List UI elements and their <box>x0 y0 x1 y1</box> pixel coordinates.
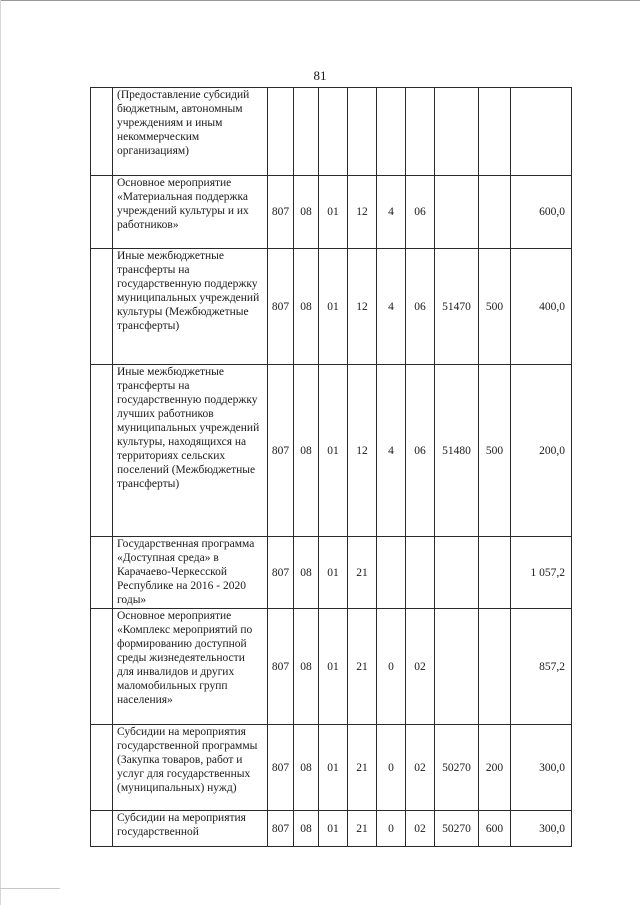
direction-code: 50270 <box>435 811 479 847</box>
activity-code: 06 <box>406 176 435 249</box>
item-name: Государственная программа «Доступная среда» в Карачаево-Черкесской Республике на 2016 - 2020 годы» <box>113 537 268 609</box>
table-row <box>91 725 572 811</box>
direction-code: 51470 <box>435 249 479 365</box>
program-code: 21 <box>348 537 377 609</box>
subsection-code: 01 <box>319 365 348 537</box>
table-row <box>91 365 572 537</box>
item-name: Субсидии на мероприятия государственной <box>113 811 268 847</box>
expense-type-code <box>479 609 511 725</box>
program-code: 21 <box>348 609 377 725</box>
program-code: 21 <box>348 725 377 811</box>
section-code: 08 <box>294 609 319 725</box>
row-marker-cell <box>91 88 113 176</box>
section-code: 08 <box>294 249 319 365</box>
expense-type-code: 500 <box>479 249 511 365</box>
table-row <box>91 537 572 609</box>
table-row <box>91 811 572 847</box>
item-name: Иные межбюджетные трансферты на государственную поддержку лучших работников муниципальных учреждений культуры, находящихся на территориях сельских поселений (Межбюджетные трансферты) <box>113 365 268 537</box>
expense-type-code <box>479 88 511 176</box>
row-marker-cell <box>91 176 113 249</box>
page-number: 81 <box>313 68 327 83</box>
expense-type-code <box>479 176 511 249</box>
program-code: 12 <box>348 365 377 537</box>
program-code: 12 <box>348 249 377 365</box>
amount: 1 057,2 <box>511 537 572 609</box>
subsection-code: 01 <box>319 249 348 365</box>
direction-code <box>435 88 479 176</box>
ministry-code: 807 <box>268 249 294 365</box>
amount: 300,0 <box>511 811 572 847</box>
section-code <box>294 88 319 176</box>
ministry-code: 807 <box>268 537 294 609</box>
row-marker-cell <box>91 365 113 537</box>
table-row <box>91 609 572 725</box>
activity-code: 02 <box>406 725 435 811</box>
subsection-code: 01 <box>319 725 348 811</box>
subsection-code: 01 <box>319 811 348 847</box>
scan-bottom-mark <box>0 888 60 889</box>
expense-type-code <box>479 537 511 609</box>
direction-code <box>435 537 479 609</box>
ministry-code <box>268 88 294 176</box>
subprogram-code: 0 <box>377 725 406 811</box>
table-row <box>91 249 572 365</box>
activity-code: 06 <box>406 249 435 365</box>
subprogram-code: 4 <box>377 249 406 365</box>
expense-type-code: 500 <box>479 365 511 537</box>
program-code: 12 <box>348 176 377 249</box>
expense-type-code: 600 <box>479 811 511 847</box>
subsection-code: 01 <box>319 609 348 725</box>
direction-code <box>435 176 479 249</box>
amount: 200,0 <box>511 365 572 537</box>
item-name: (Предоставление субсидий бюджетным, автономным учреждениям и иным некоммерческим организациям) <box>113 88 268 176</box>
subprogram-code: 4 <box>377 176 406 249</box>
ministry-code: 807 <box>268 725 294 811</box>
subprogram-code: 0 <box>377 609 406 725</box>
row-marker-cell <box>91 725 113 811</box>
expense-type-code: 200 <box>479 725 511 811</box>
amount <box>511 88 572 176</box>
table-row <box>91 176 572 249</box>
program-code: 21 <box>348 811 377 847</box>
section-code: 08 <box>294 176 319 249</box>
amount: 400,0 <box>511 249 572 365</box>
activity-code <box>406 537 435 609</box>
ministry-code: 807 <box>268 365 294 537</box>
ministry-code: 807 <box>268 176 294 249</box>
activity-code <box>406 88 435 176</box>
subsection-code: 01 <box>319 176 348 249</box>
amount: 600,0 <box>511 176 572 249</box>
ministry-code: 807 <box>268 811 294 847</box>
subprogram-code <box>377 88 406 176</box>
activity-code: 06 <box>406 365 435 537</box>
ministry-code: 807 <box>268 609 294 725</box>
activity-code: 02 <box>406 609 435 725</box>
activity-code: 02 <box>406 811 435 847</box>
item-name: Субсидии на мероприятия государственной программы (Закупка товаров, работ и услуг для государственных (муниципальных) нужд) <box>113 725 268 811</box>
program-code <box>348 88 377 176</box>
subsection-code <box>319 88 348 176</box>
row-marker-cell <box>91 537 113 609</box>
section-code: 08 <box>294 725 319 811</box>
subprogram-code: 4 <box>377 365 406 537</box>
subprogram-code: 0 <box>377 811 406 847</box>
budget-table <box>90 87 572 847</box>
item-name: Основное мероприятие «Комплекс мероприятий по формированию доступной среды жизнедеятельности для инвалидов и других маломобильных групп населения» <box>113 609 268 725</box>
scan-left-edge <box>0 0 1 905</box>
subprogram-code <box>377 537 406 609</box>
section-code: 08 <box>294 365 319 537</box>
table-row <box>91 88 572 176</box>
section-code: 08 <box>294 811 319 847</box>
direction-code: 51480 <box>435 365 479 537</box>
section-code: 08 <box>294 537 319 609</box>
item-name: Основное мероприятие «Материальная поддержка учреждений культуры и их работников» <box>113 176 268 249</box>
item-name: Иные межбюджетные трансферты на государственную поддержку муниципальных учреждений культуры (Межбюджетные трансферты) <box>113 249 268 365</box>
amount: 300,0 <box>511 725 572 811</box>
scan-top-edge <box>0 0 640 1</box>
direction-code: 50270 <box>435 725 479 811</box>
direction-code <box>435 609 479 725</box>
row-marker-cell <box>91 811 113 847</box>
row-marker-cell <box>91 609 113 725</box>
subsection-code: 01 <box>319 537 348 609</box>
amount: 857,2 <box>511 609 572 725</box>
row-marker-cell <box>91 249 113 365</box>
